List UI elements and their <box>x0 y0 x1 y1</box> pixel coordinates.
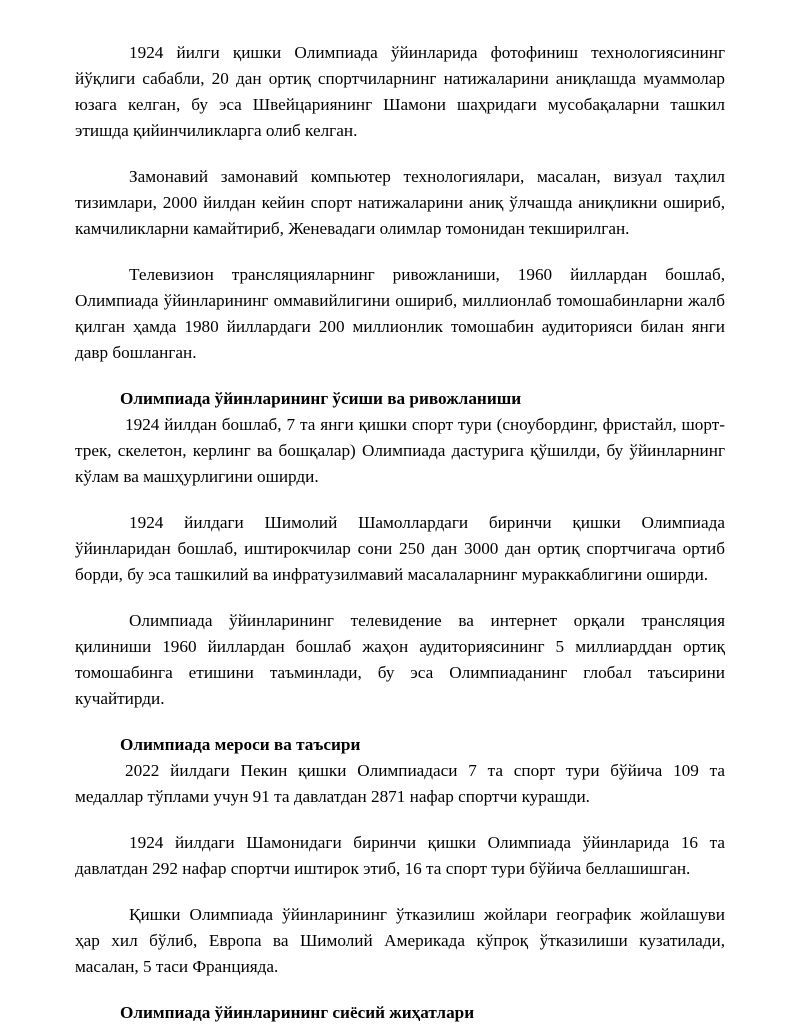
paragraph-participants: 1924 йилдаги Шимолий Шамоллардаги биринчи қишки Олимпиада ўйинларидан бошлаб, иштирокчилар сони 250 дан 3000 дан ортиқ спортчигача ортиб борди, бу эса ташкилий ва инфратузилмавий масалаларнинг мураккаблигини оширди. <box>75 513 725 584</box>
paragraph-new-sports: 1924 йилдан бошлаб, 7 та янги қишки спорт тури (сноубординг, фристайл, шорт-трек, скелетон, керлинг ва бошқалар) Олимпиада дастурига қўшилди, бу ўйинларнинг кўлам ва машҳурлигини оширди. <box>75 415 725 486</box>
paragraph-computer-tech: Замонавий замонавий компьютер технологиялари, масалан, визуал таҳлил тизимлари, 2000 йилдан кейин спорт натижаларини аниқ ўлчашда аниқликни ошириб, камчиликларни камайтириб, Женевадаги олимлар томонидан текширилган. <box>75 167 725 238</box>
paragraph-locations: Қишки Олимпиада ўйинларининг ўтказилиш жойлари географик жойлашуви ҳар хил бўлиб, Европа ва Шимолий Америкада кўпроқ ўтказилиши кузатилади, масалан, 5 таси Францияда. <box>75 905 725 976</box>
heading-legacy: Олимпиада мероси ва таъсири <box>120 735 361 754</box>
heading-growth: Олимпиада ўйинларининг ўсиши ва ривожланиши <box>120 389 522 408</box>
paragraph-tv-broadcast: Телевизион трансляцияларнинг ривожланиши, 1960 йиллардан бошлаб, Олимпиада ўйинларининг оммавийлигини ошириб, миллионлаб томошабинларни жалб қилган ҳамда 1980 йиллардаги 200 миллионлик томошабин аудиторияси билан янги давр бошланган. <box>75 265 725 362</box>
paragraph-global-audience: Олимпиада ўйинларининг телевидение ва интернет орқали трансляция қилиниши 1960 йиллардан бошлаб жаҳон аудиториясининг 5 миллиарддан ортиқ томошабинга етишини таъминлади, бу эса Олимпиаданинг глобал таъсирини кучайтирди. <box>75 611 725 708</box>
paragraph-photofinish: 1924 йилги қишки Олимпиада ўйинларида фотофиниш технологиясининг йўқлиги сабабли, 20 дан ортиқ спортчиларнинг натижаларини аниқлашда муаммолар юзага келган, бу эса Швейцариянинг Шамони шаҳридаги мусобақаларни ташкил этишда қийинчиликларга олиб келган. <box>75 43 725 140</box>
paragraph-chamonix-1924: 1924 йилдаги Шамонидаги биринчи қишки Олимпиада ўйинларида 16 та давлатдан 292 нафар спортчи иштирок этиб, 16 та спорт тури бўйича беллашишган. <box>75 833 725 878</box>
heading-political: Олимпиада ўйинларининг сиёсий жиҳатлари <box>120 1003 475 1022</box>
document-page <box>75 40 725 1026</box>
paragraph-beijing-2022: 2022 йилдаги Пекин қишки Олимпиадаси 7 та спорт тури бўйича 109 та медаллар тўплами учун 91 та давлатдан 2871 нафар спортчи курашди. <box>75 761 725 806</box>
